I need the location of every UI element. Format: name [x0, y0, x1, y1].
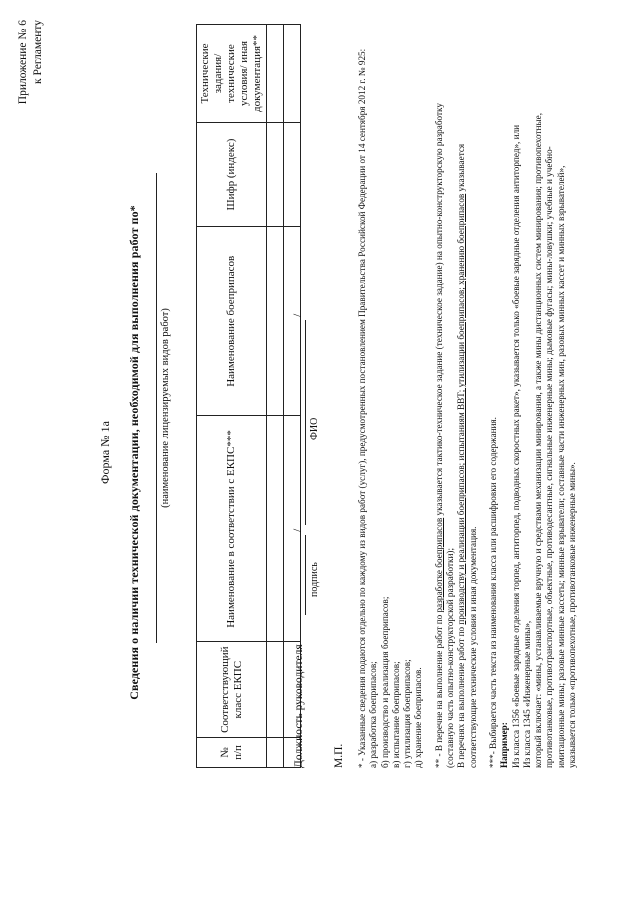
- list-item: а) разработка боеприпасов;: [368, 661, 379, 768]
- table-cell[interactable]: [267, 25, 284, 123]
- list-item: в) испытание боеприпасов;: [390, 661, 401, 768]
- table-cell[interactable]: [267, 737, 284, 767]
- table-cell[interactable]: [267, 642, 284, 737]
- signature-position: Должность руководителя: [293, 644, 305, 768]
- document-title: Сведения о наличии технической документации, необходимой для выполнения работ по*: [127, 205, 141, 700]
- footnote-2-line: соответствующие технические условия и иная документация.: [467, 526, 478, 768]
- header-ekps-name: Наименование в соответствии с ЕКПС***: [197, 416, 267, 642]
- table-cell[interactable]: [267, 416, 284, 642]
- appendix-line-1: Приложение № 6: [17, 20, 29, 105]
- header-num: № п/п: [197, 737, 267, 767]
- list-item: б) производство и реализация боеприпасов;: [379, 596, 390, 768]
- example-line: Из класса 1345 «Инженерные мины»,: [521, 620, 532, 768]
- fio-slash: /: [292, 313, 304, 317]
- stamp-label: М.П.: [333, 743, 345, 768]
- header-ammo-name: Наименование боеприпасов: [197, 227, 267, 416]
- header-class: Соответствующий класс ЕКПС: [197, 642, 267, 737]
- footnote-2: [434, 18, 445, 768]
- appendix-label: [16, 20, 46, 105]
- footnotes: [357, 18, 578, 768]
- fio-caption: ФИО: [309, 417, 320, 440]
- example-line: имитационные мины; разовые минные кассеты; минные взрыватели; составные части инженерных мин, разовых минных кассет и минных взрывателей»,: [555, 165, 566, 768]
- example-title: Например:: [499, 722, 510, 768]
- footnote-2-text: ** - В перечне на выполнение работ по: [433, 614, 444, 768]
- signature-caption: подпись: [309, 562, 320, 597]
- table-header-row: [197, 25, 267, 768]
- footnote-2-underlined: разработке боеприпасов: [433, 517, 444, 613]
- list-item: г) утилизация боеприпасов;: [402, 659, 413, 768]
- signature-line[interactable]: [305, 535, 306, 615]
- footnote-2-line: [456, 18, 467, 768]
- list-item: д) хранение боеприпасов.: [413, 667, 424, 768]
- footnote-2-line: (составную часть опытно-конструкторской разработки);: [445, 547, 456, 768]
- fio-line[interactable]: [305, 320, 306, 525]
- table-cell[interactable]: [267, 122, 284, 226]
- signature-slash: /: [292, 528, 304, 532]
- header-code: Шифр (индекс): [197, 122, 267, 226]
- example-line: противотанковые, противотранспортные, объектные, противодесантные, сигнальные инженерные мины; дымовые фугасы; мины-ловушки; учебные и учебно-: [544, 146, 555, 768]
- table-row: [267, 25, 284, 768]
- table-cell[interactable]: [284, 122, 301, 226]
- footnote-2-text: В перечнях на выполнение работ по: [456, 626, 467, 768]
- footnote-2-text: указывается тактико-техническое задание (техническое задание) на опытно-конструкторскую разработку: [433, 103, 444, 516]
- table-cell[interactable]: [284, 227, 301, 416]
- header-tech-docs: Технические задания/ технические условия/ иная документация**: [197, 25, 267, 123]
- form-title: Форма № 1а: [98, 421, 112, 484]
- example-line: указывается только «противопехотные, противотанковые инженерные мины».: [567, 462, 578, 768]
- work-name-caption: (наименование лицензируемых видов работ): [160, 308, 171, 508]
- example-line: который включает: «мины, устанавливаемые вручную и средствами механизации минирования, а также мины дистанционных систем минирования; противопехотные,: [533, 112, 544, 768]
- documentation-table: [196, 24, 301, 768]
- footnote-2-text: указывается: [456, 143, 467, 192]
- table-cell[interactable]: [267, 227, 284, 416]
- example-line: Из класса 1356 «Боевые зарядные отделения торпед, антиторпед, подводных скоростных ракет», указывается только «боевые зарядные отделения антиторпед», или: [510, 124, 521, 768]
- footnote-2-underlined: производству и реализации боеприпасов; испытаниям ВВТ; утилизации боеприпасов; хранению боеприпасов: [456, 193, 467, 625]
- appendix-line-2: к Регламенту: [32, 20, 44, 84]
- work-name-line: [156, 173, 157, 643]
- footnote-3: ***- Выбирается часть текста из наименования класса или расшифровки его содержания.: [487, 417, 498, 768]
- footnote-1: * - Указанные сведения подаются отдельно по каждому из видов работ (услуг), предусмотренных постановлением Правительства Российской Федерации от 14 сентября 2012 г. № 925:: [357, 48, 367, 768]
- table-cell[interactable]: [284, 25, 301, 123]
